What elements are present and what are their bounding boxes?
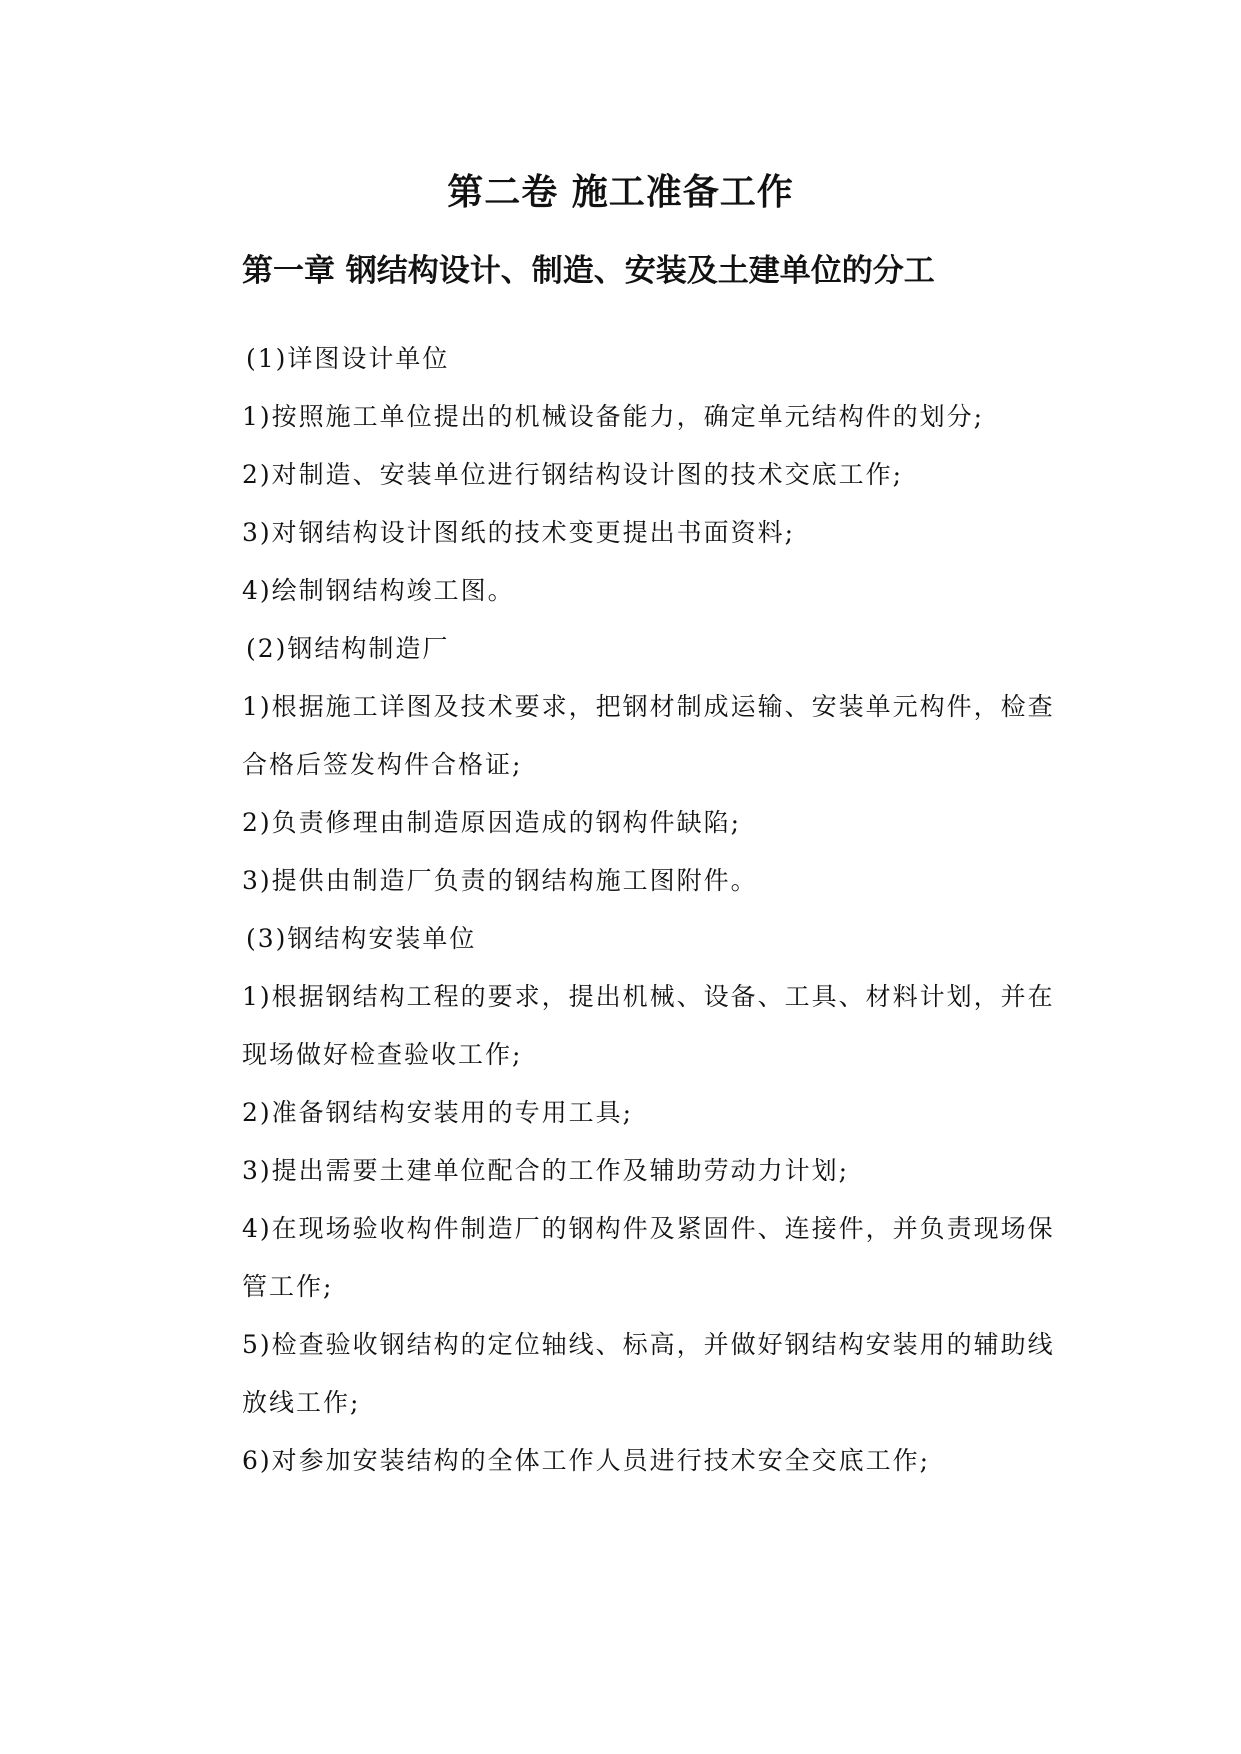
- paragraph-line: 合格后签发构件合格证;: [242, 750, 523, 779]
- paragraph-line: 现场做好检查验收工作;: [242, 1040, 523, 1069]
- paragraph-line: 4)绘制钢结构竣工图。: [242, 576, 515, 605]
- paragraph-line: 3)对钢结构设计图纸的技术变更提出书面资料;: [242, 518, 796, 547]
- section-heading-installation-unit: (3)钢结构安装单位: [246, 924, 477, 953]
- chapter-title: 第一章 钢结构设计、制造、安装及土建单位的分工: [242, 253, 935, 289]
- paragraph-line: 3)提出需要土建单位配合的工作及辅助劳动力计划;: [242, 1156, 850, 1185]
- paragraph-line: 5)检查验收钢结构的定位轴线、标高，并做好钢结构安装用的辅助线: [242, 1330, 1055, 1359]
- paragraph-line: 3)提供由制造厂负责的钢结构施工图附件。: [242, 866, 758, 895]
- paragraph-line: 4)在现场验收构件制造厂的钢构件及紧固件、连接件，并负责现场保: [242, 1214, 1055, 1243]
- paragraph-line: 1)按照施工单位提出的机械设备能力，确定单元结构件的划分;: [242, 402, 985, 431]
- paragraph-line: 6)对参加安装结构的全体工作人员进行技术安全交底工作;: [242, 1446, 931, 1475]
- paragraph-line: 2)准备钢结构安装用的专用工具;: [242, 1098, 634, 1127]
- paragraph-line: 2)对制造、安装单位进行钢结构设计图的技术交底工作;: [242, 460, 904, 489]
- paragraph-line: 管工作;: [242, 1272, 334, 1301]
- paragraph-line: 1)根据施工详图及技术要求，把钢材制成运输、安装单元构件，检查: [242, 692, 1055, 721]
- section-heading-design-unit: (1)详图设计单位: [246, 344, 450, 373]
- volume-title: 第二卷 施工准备工作: [447, 172, 794, 213]
- paragraph-line: 1)根据钢结构工程的要求，提出机械、设备、工具、材料计划，并在: [242, 982, 1055, 1011]
- section-heading-fabrication-plant: (2)钢结构制造厂: [246, 634, 450, 663]
- paragraph-line: 放线工作;: [242, 1388, 361, 1417]
- paragraph-line: 2)负责修理由制造原因造成的钢构件缺陷;: [242, 808, 742, 837]
